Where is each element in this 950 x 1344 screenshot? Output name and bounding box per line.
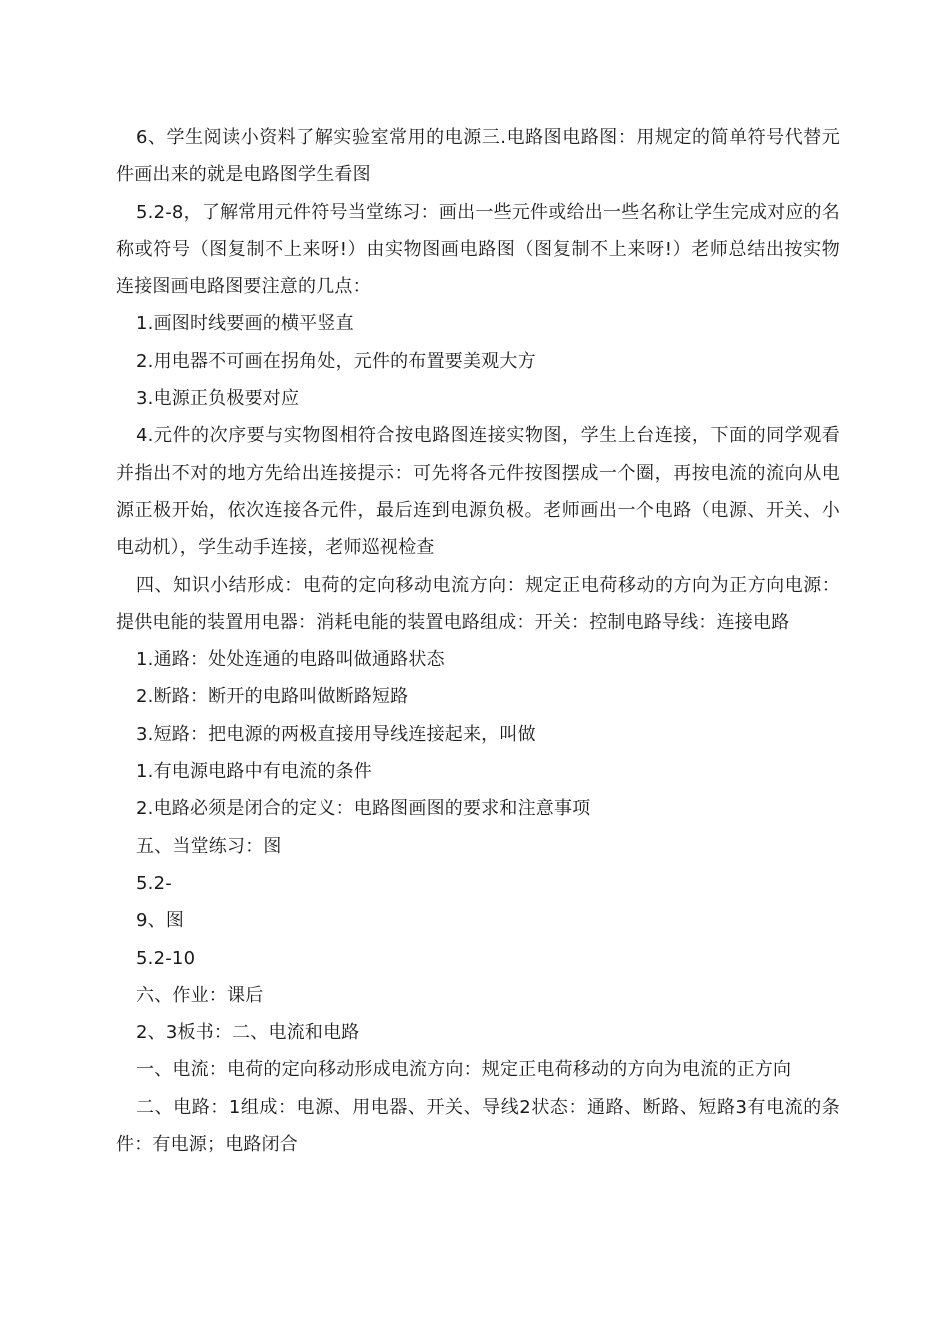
paragraph: 5.2- xyxy=(136,872,172,894)
paragraph: 2.断路：断开的电路叫做断路短路 xyxy=(136,686,409,708)
paragraph: 六、作业：课后 xyxy=(136,984,264,1006)
paragraph: 二、电路：1组成：电源、用电器、开关、导线2状态：通路、断路、短路3有电流的条件：有电源；电路闭合 xyxy=(116,1096,840,1156)
paragraph: 2、3板书：二、电流和电路 xyxy=(136,1022,360,1044)
paragraph: 9、图 xyxy=(136,910,185,932)
paragraph: 一、电流：电荷的定向移动形成电流方向：规定正电荷移动的方向为电流的正方向 xyxy=(136,1059,792,1081)
paragraph: 五、当堂练习：图 xyxy=(136,835,282,857)
paragraph: 3.电源正负极要对应 xyxy=(136,388,300,410)
paragraph: 3.短路：把电源的两极直接用导线连接起来，叫做 xyxy=(136,723,536,745)
paragraph: 6、学生阅读小资料了解实验室常用的电源三.电路图电路图：用规定的简单符号代替元件画出来的就是电路图学生看图 xyxy=(116,127,840,186)
paragraph: 2.用电器不可画在拐角处，元件的布置要美观大方 xyxy=(136,350,536,372)
document-body xyxy=(116,119,840,1163)
paragraph: 5.2-8，了解常用元件符号当堂练习：画出一些元件或给出一些名称让学生完成对应的名称或符号（图复制不上来呀!）由实物图画电路图（图复制不上来呀!）老师总结出按实物连接图画电路图要注意的几点： xyxy=(116,201,840,298)
paragraph: 四、知识小结形成：电荷的定向移动电流方向：规定正电荷移动的方向为正方向电源：提供电能的装置用电器：消耗电能的装置电路组成：开关：控制电路导线：连接电路 xyxy=(116,574,840,633)
paragraph: 1.有电源电路中有电流的条件 xyxy=(136,761,372,783)
paragraph: 4.元件的次序要与实物图相符合按电路图连接实物图，学生上台连接，下面的同学观看并指出不对的地方先给出连接提示：可先将各元件按图摆成一个圈，再按电流的流向从电源正极开始，依次连接各元件，最后连到电源负极。老师画出一个电路（电源、开关、小电动机），学生动手连接，老师巡视检查 xyxy=(116,425,840,559)
paragraph: 5.2-10 xyxy=(136,947,196,969)
paragraph: 1.画图时线要画的横平竖直 xyxy=(136,313,354,335)
paragraph: 1.通路：处处连通的电路叫做通路状态 xyxy=(136,649,445,671)
paragraph: 2.电路必须是闭合的定义：电路图画图的要求和注意事项 xyxy=(136,798,591,820)
